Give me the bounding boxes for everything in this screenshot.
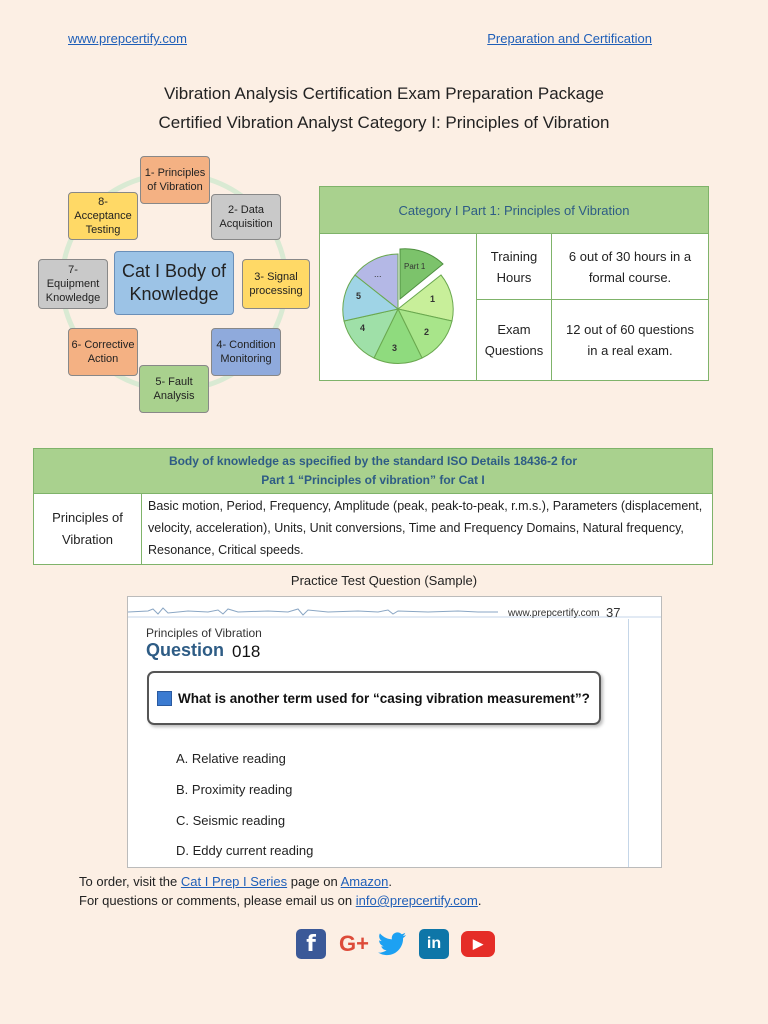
- node-data-acquisition: 2- Data Acquisition: [211, 194, 281, 240]
- pie-label-4: 4: [360, 323, 366, 333]
- contact-prefix: For questions or comments, please email us on: [79, 893, 356, 908]
- question-label: Question: [146, 640, 225, 660]
- category-table: [319, 186, 709, 381]
- option-c: C. Seismic reading: [176, 813, 286, 828]
- exam-questions-value: 12 out of 60 questions in a real exam.: [566, 322, 694, 358]
- contact-end: .: [477, 893, 482, 908]
- youtube-icon[interactable]: ▶: [461, 931, 495, 957]
- option-d: D. Eddy current reading: [176, 843, 314, 858]
- order-line: [79, 874, 392, 889]
- option-b: B. Proximity reading: [176, 782, 293, 797]
- page-subtitle: Certified Vibration Analyst Category I: Principles of Vibration: [158, 113, 610, 132]
- email-link[interactable]: info@prepcertify.com: [355, 893, 478, 908]
- linkedin-icon[interactable]: in: [419, 929, 449, 959]
- sample-site: www.prepcertify.com: [508, 608, 600, 619]
- pie-label-part1: Part 1: [404, 262, 426, 271]
- bok-heading: [34, 449, 712, 494]
- question-icon: [157, 691, 172, 706]
- pie-label-1: 1: [430, 294, 436, 304]
- amazon-link[interactable]: Amazon: [340, 874, 389, 889]
- bok-table: [33, 448, 713, 565]
- page-title: Vibration Analysis Certification Exam Preparation Package: [163, 84, 605, 103]
- facebook-icon[interactable]: f: [296, 929, 326, 959]
- question-box: [147, 671, 601, 725]
- practice-label: Practice Test Question (Sample): [290, 573, 478, 588]
- google-plus-icon[interactable]: G+: [339, 931, 369, 956]
- order-mid: page on: [287, 874, 341, 889]
- pie-label-3: 3: [392, 343, 398, 353]
- question-text: What is another term used for “casing vibration measurement”?: [178, 690, 590, 706]
- bok-topic: Principles of Vibration: [34, 493, 142, 564]
- node-principles-of-vibration: 1- Principles of Vibration: [140, 156, 210, 204]
- bok-heading-line1: Body of knowledge as specified by the standard ISO Details 18436-2 for: [168, 454, 578, 468]
- exam-questions-label: Exam Questions: [484, 322, 544, 358]
- training-hours-label: Training Hours: [490, 248, 538, 285]
- cat-i-prep-link[interactable]: Cat I Prep I Series: [180, 874, 288, 889]
- diagram-center: Cat I Body of Knowledge: [114, 251, 234, 315]
- bok-content: Basic motion, Period, Frequency, Amplitude (peak, peak-to-peak, r.m.s.), Parameters (displacement, velocity, acceleration), Units, Unit conversions, Time and Frequency Domains, Natural frequency, Resonance, Critical speeds.: [148, 499, 703, 557]
- website-link[interactable]: www.prepcertify.com: [68, 31, 187, 46]
- training-hours-value: 6 out of 30 hours in a formal course.: [568, 248, 692, 285]
- node-fault-analysis: 5- Fault Analysis: [139, 365, 209, 413]
- node-equipment-knowledge: 7- Equipment Knowledge: [38, 259, 108, 309]
- node-acceptance-testing: 8- Acceptance Testing: [68, 192, 138, 240]
- pie-label-more: ...: [374, 269, 382, 279]
- node-condition-monitoring: 4- Condition Monitoring: [211, 328, 281, 376]
- order-end: .: [388, 874, 392, 889]
- sample-question-image: [127, 596, 662, 868]
- pie-label-2: 2: [424, 327, 430, 337]
- bok-heading-line2: Part 1 “Principles of vibration” for Cat I: [261, 473, 485, 487]
- pie-chart: [338, 239, 458, 369]
- preparation-link[interactable]: Preparation and Certification: [487, 31, 652, 46]
- order-prefix: To order, visit the: [79, 874, 181, 889]
- pie-label-5: 5: [356, 291, 362, 301]
- option-a: A. Relative reading: [176, 751, 286, 766]
- node-signal-processing: 3- Signal processing: [242, 259, 310, 309]
- contact-line: [79, 893, 481, 908]
- category-heading: Category I Part 1: Principles of Vibration: [320, 187, 708, 234]
- sample-page-number: 37: [606, 605, 621, 620]
- node-corrective-action: 6- Corrective Action: [68, 328, 138, 376]
- twitter-icon[interactable]: [377, 929, 407, 959]
- sample-subject: Principles of Vibration: [146, 626, 262, 640]
- question-number: 018: [232, 642, 261, 661]
